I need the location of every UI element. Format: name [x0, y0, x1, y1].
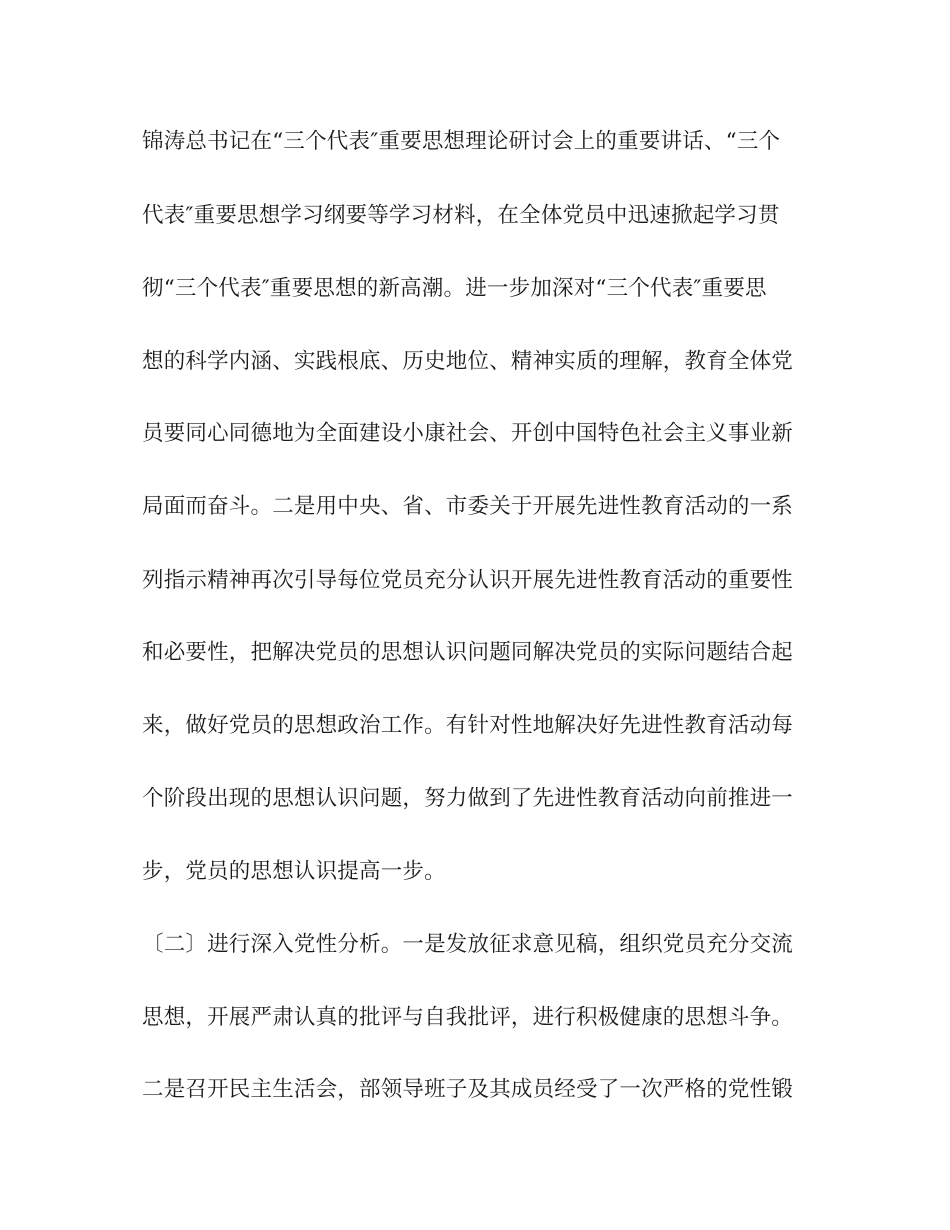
text-line: 步，党员的思想认识提高一步。	[142, 859, 446, 884]
text-line: 列指示精神再次引导每位党员充分认识开展先进性教育活动的重要性	[142, 568, 794, 593]
text-line: 〔二〕进行深入党性分析。一是发放征求意见稿，组织党员充分交流	[142, 932, 794, 957]
text-line: 和必要性，把解决党员的思想认识问题同解决党员的实际问题结合起	[142, 640, 794, 665]
text-line: 局面而奋斗。二是用中央、省、市委关于开展先进性教育活动的一系	[142, 494, 794, 519]
text-line: 个阶段出现的思想认识问题，努力做到了先进性教育活动向前推进一	[142, 786, 794, 811]
text-line: 彻“三个代表″重要思想的新高潮。进一步加深对“三个代表″重要思	[142, 276, 767, 301]
text-line: 锦涛总书记在“三个代表″重要思想理论研讨会上的重要讲话、“三个	[142, 129, 781, 154]
text-line: 代表″重要思想学习纲要等学习材料，在全体党员中迅速掀起学习贯	[142, 203, 780, 228]
text-line: 想的科学内涵、实践根底、历史地位、精神实质的理解，教育全体党	[142, 349, 794, 374]
text-line: 来，做好党员的思想政治工作。有针对性地解决好先进性教育活动每	[142, 713, 794, 738]
text-line: 二是召开民主生活会，部领导班子及其成员经受了一次严格的党性锻	[142, 1077, 794, 1102]
text-line: 思想，开展严肃认真的批评与自我批评，进行积极健康的思想斗争。	[142, 1005, 794, 1030]
text-line: 员要同心同德地为全面建设小康社会、开创中国特色社会主义事业新	[142, 421, 794, 446]
